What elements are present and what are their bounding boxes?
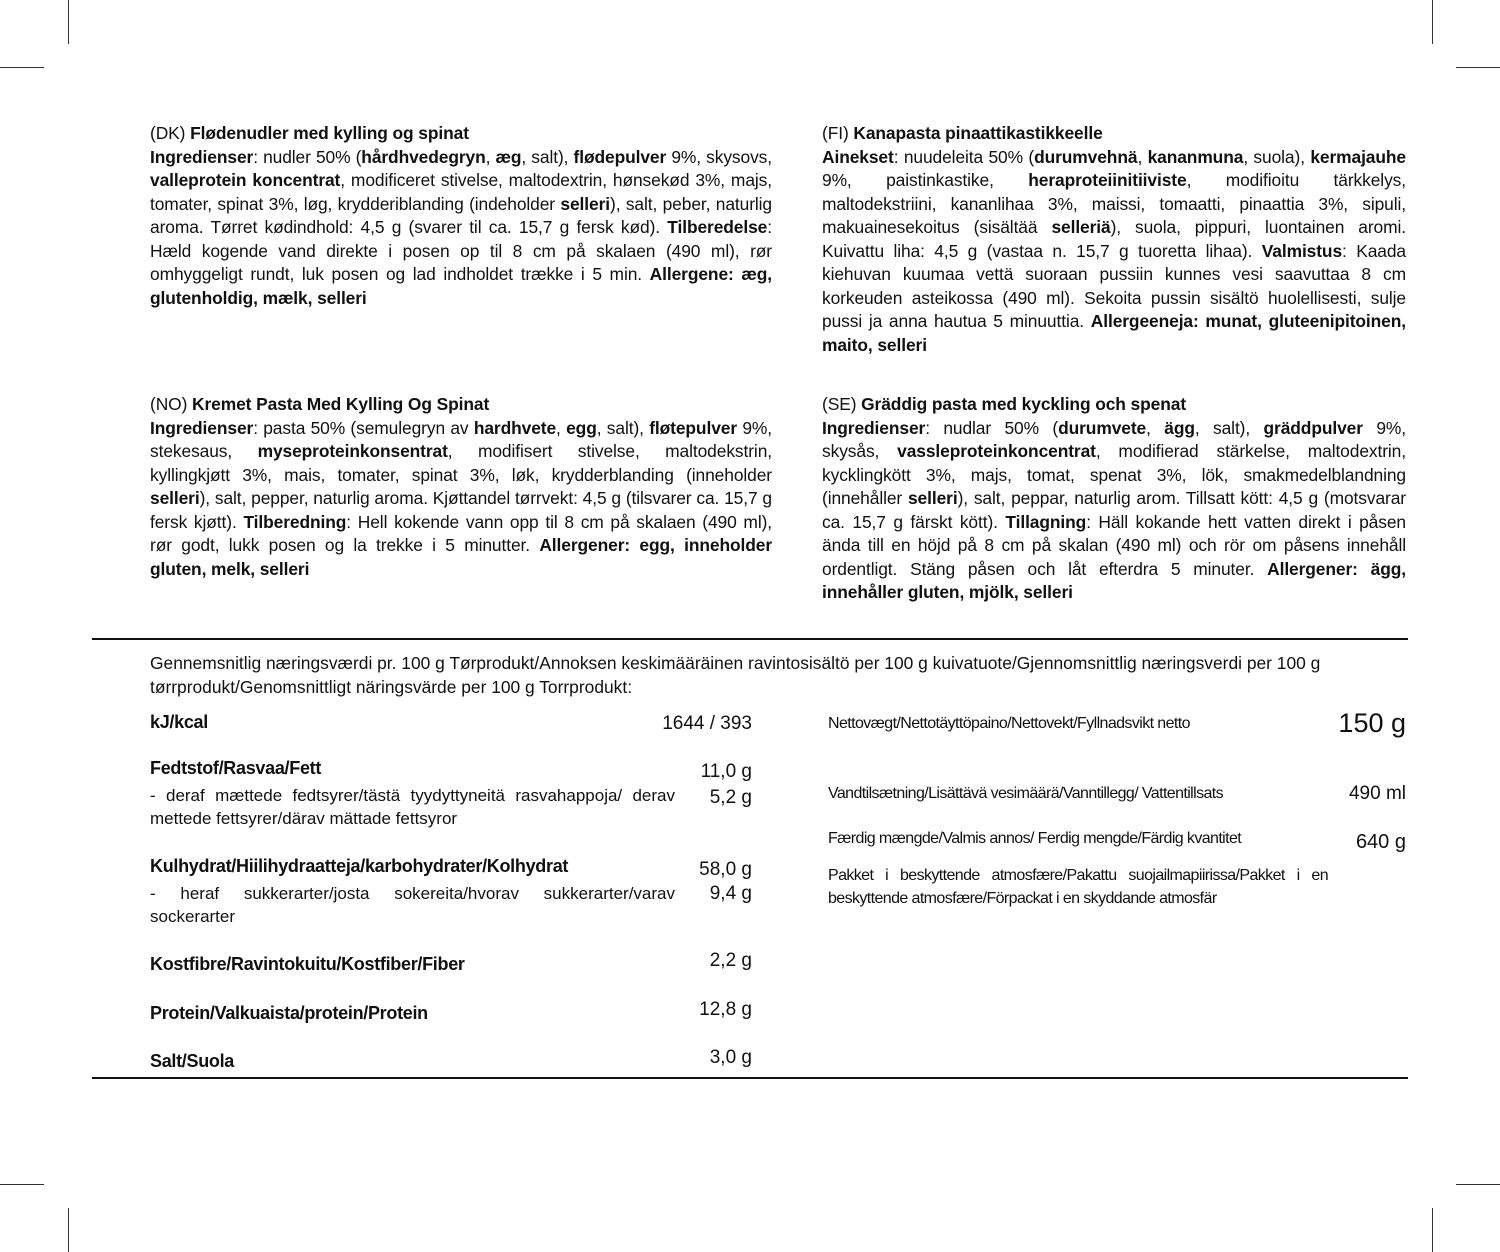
lang-code: (NO) bbox=[150, 394, 188, 414]
ingredients-text: , bbox=[1146, 417, 1165, 438]
preparation-label: Tilberedning bbox=[243, 511, 347, 532]
ingredients-text: : nuudeleita 50% ( bbox=[893, 146, 1035, 167]
crop-mark bbox=[0, 1184, 44, 1185]
water-value: 490 ml bbox=[1348, 783, 1406, 804]
allergen-term: flødepulver bbox=[573, 146, 667, 167]
fibre-value: 2,2 g bbox=[709, 950, 752, 971]
divider-bottom bbox=[92, 1077, 1408, 1079]
ingredients-text: , bbox=[556, 417, 567, 438]
preparation-text: : Kaada kiehuvan kuumaa vettä suoraan pussiin kunnes vesi saavuttaa 8 cm korkeuden asteikossa (490 ml). Sekoita pussin sisältö huolellisesti, sulje pussi ja anna hautua 5 minuuttia. bbox=[822, 240, 1406, 331]
preparation-label: Tilberedelse bbox=[667, 217, 768, 237]
ingredients-text: , modifierad stärkelse, maltodextrin, kycklingkött 3%, majs, tomat, spenat 3%, lök, smakmedelblandning (innehåller bbox=[822, 441, 1406, 508]
allergen-term: selleri bbox=[907, 488, 958, 508]
net-weight-label: Nettovægt/Nettotäyttöpaino/Nettovekt/Fyllnadsvikt netto bbox=[828, 715, 1190, 732]
carbohydrate-value: 58,0 g bbox=[699, 859, 752, 880]
ingredients-label: Ingredienser bbox=[822, 417, 926, 438]
crop-mark bbox=[68, 1208, 69, 1252]
allergens-summary: Allergene: æg, glutenholdig, mælk, selleri bbox=[150, 264, 772, 308]
allergen-term: selleriä bbox=[1051, 217, 1111, 237]
ingredients-text: , bbox=[1137, 146, 1148, 167]
net-weight-value: 150 g bbox=[1338, 708, 1406, 738]
crop-mark bbox=[1432, 1208, 1433, 1252]
crop-mark bbox=[68, 0, 69, 44]
ingredients-text: , suola), bbox=[1243, 146, 1311, 167]
ingredients-block-dk bbox=[150, 122, 772, 310]
allergens-summary: Allergener: ägg, innehåller gluten, mjölk, selleri bbox=[822, 558, 1406, 602]
ready-amount-value: 640 g bbox=[1355, 831, 1406, 853]
crop-mark bbox=[1432, 0, 1433, 44]
fat-label: Fedtstof/Rasvaa/Fett bbox=[150, 758, 322, 778]
ingredients-text: , salt), bbox=[596, 417, 650, 438]
ingredients-text: , modificeret stivelse, maltodextrin, hønsekød 3%, majs, tomater, spinat 3%, løg, krydderiblanding (indeholder bbox=[150, 170, 772, 214]
ingredients-text: : nudler 50% ( bbox=[253, 146, 362, 167]
ingredients-text: : nudlar 50% ( bbox=[925, 417, 1059, 438]
ingredients-block-fi bbox=[822, 122, 1406, 357]
allergen-term: myseproteinkonsentrat bbox=[257, 441, 448, 461]
nutrition-intro: Gennemsnitlig næringsværdi pr. 100 g Tørprodukt/Annoksen keskimääräinen ravintosisältö per 100 g kuivatuote/Gjennomsnittlig næringsverdi per 100 g tørrprodukt/Genomsnittligt näringsvärde per 100 g Torrprodukt: bbox=[150, 653, 1321, 697]
crop-mark bbox=[0, 67, 44, 68]
lang-code: (SE) bbox=[822, 394, 857, 414]
allergen-term: heraproteiinitiiviste bbox=[1028, 170, 1187, 190]
ingredients-text: , modifisert stivelse, maltodekstrin, kyllingkjøtt 3%, mais, tomater, spinat 3%, løk, krydderblanding (inneholder bbox=[150, 441, 772, 485]
preparation-text: : Hell kokende vann opp til 8 cm på skalaen (490 ml), rør godt, lukk posen og la trekke i 5 minutter. bbox=[150, 511, 773, 555]
ingredients-text: , salt), bbox=[1194, 417, 1264, 438]
preparation-label: Valmistus bbox=[1261, 240, 1343, 261]
saturated-fat-value: 5,2 g bbox=[709, 787, 752, 808]
ingredients-text: 9%, stekesaus, bbox=[150, 417, 773, 461]
ingredients-text: 9%, skysovs, bbox=[666, 146, 773, 167]
allergen-term: kananmuna bbox=[1147, 146, 1244, 167]
divider-top bbox=[92, 638, 1408, 640]
allergen-term: gräddpulver bbox=[1263, 417, 1363, 438]
ingredients-text: , modifioitu tärkkelys, maltodekstriini, kananlihaa 3%, maissi, tomaatti, pinaattia 3%, sipuli, makuainesekoitus (sisältää bbox=[822, 170, 1406, 237]
allergen-term: selleri bbox=[150, 488, 200, 508]
preparation-label: Tillagning bbox=[1005, 511, 1087, 532]
allergen-term: vassleproteinkoncentrat bbox=[897, 441, 1096, 461]
allergen-term: valleprotein koncentrat bbox=[150, 170, 341, 190]
crop-mark bbox=[1456, 1184, 1500, 1185]
energy-value: 1644 / 393 bbox=[662, 713, 752, 734]
ingredients-text: ), salt, peppar, naturlig arom. Tillsatt kött: 4,5 g (motsvarar ca. 15,7 g färskt kött). bbox=[822, 488, 1406, 532]
ingredients-label: Ingredienser bbox=[150, 417, 254, 438]
allergen-term: æg bbox=[495, 146, 522, 167]
crop-mark bbox=[1456, 67, 1500, 68]
ingredients-label: Ainekset bbox=[822, 146, 894, 167]
water-label: Vandtilsætning/Lisättävä vesimäärä/Vanntillegg/ Vattentillsats bbox=[828, 785, 1224, 802]
energy-label: kJ/kcal bbox=[150, 712, 208, 732]
allergens-summary: Allergeeneja: munat, gluteenipitoinen, maito, selleri bbox=[822, 311, 1406, 355]
fat-value: 11,0 g bbox=[700, 761, 752, 782]
ingredients-text: , bbox=[485, 146, 496, 167]
ingredients-text: ), salt, peber, naturlig aroma. Tørret kødindhold: 4,5 g (svarer til ca. 15,7 g fersk kød). bbox=[150, 193, 772, 237]
sugars-label: - heraf sukkerarter/josta sokereita/hvorav sukkerarter/varav sockerarter bbox=[150, 884, 675, 926]
allergen-term: hardhvete bbox=[473, 417, 557, 438]
allergen-term: ägg bbox=[1164, 417, 1195, 438]
ready-amount-label: Færdig mængde/Valmis annos/ Ferdig mengde/Färdig kvantitet bbox=[828, 830, 1242, 847]
ingredients-text: 9%, paistinkastike, bbox=[822, 170, 1029, 190]
allergen-term: egg bbox=[566, 417, 597, 438]
protein-value: 12,8 g bbox=[699, 999, 752, 1020]
ingredients-block-se bbox=[822, 393, 1406, 605]
preparation-text: : Häll kokande hett vatten direkt i påsen ända till en höjd på 8 cm på skalan (490 ml) och rör om påsens innehåll ordentligt. Stäng påsen och låt efterdra 5 minuter. bbox=[822, 511, 1406, 579]
ingredients-text: , salt), bbox=[521, 146, 574, 167]
allergen-term: fløtepulver bbox=[649, 417, 738, 438]
fibre-label: Kostfibre/Ravintokuitu/Kostfiber/Fiber bbox=[150, 954, 465, 974]
preparation-text: : Hæld kogende vand direkte i posen op til 8 cm på skalaen (490 ml), rør omhyggeligt rundt, luk posen og lad indholdet trække i 5 min. bbox=[150, 217, 772, 284]
ingredients-text: : pasta 50% (semulegryn av bbox=[253, 417, 474, 438]
ingredients-block-no bbox=[150, 393, 772, 581]
allergen-term: durumvehnä bbox=[1034, 146, 1138, 167]
lang-code: (DK) bbox=[150, 123, 186, 143]
product-title: Gräddig pasta med kyckling och spenat bbox=[861, 394, 1187, 414]
allergen-term: hårdhvedegryn bbox=[361, 146, 486, 167]
product-title: Flødenudler med kylling og spinat bbox=[190, 123, 469, 143]
atmosphere-note: Pakket i beskyttende atmosfære/Pakattu suojailmapiirissa/Pakket i en beskyttende atmosfære/Förpackat i en skyddande atmosfär bbox=[828, 867, 1328, 907]
protein-label: Protein/Valkuaista/protein/Protein bbox=[150, 1003, 428, 1023]
salt-label: Salt/Suola bbox=[150, 1051, 235, 1071]
allergens-summary: Allergener: egg, inneholder gluten, melk, selleri bbox=[150, 535, 772, 579]
allergen-term: selleri bbox=[560, 193, 610, 214]
product-title: Kremet Pasta Med Kylling Og Spinat bbox=[192, 394, 490, 414]
ingredients-text: ), salt, pepper, naturlig aroma. Kjøttandel tørrvekt: 4,5 g (tilsvarer ca. 15,7 g fersk kjøtt). bbox=[150, 488, 772, 532]
carbohydrate-label: Kulhydrat/Hiilihydraatteja/karbohydrater/Kolhydrat bbox=[150, 856, 569, 876]
saturated-fat-label: - deraf mættede fedtsyrer/tästä tyydyttyneitä rasvahappoja/ derav mettede fettsyrer/därav mättade fettsyror bbox=[150, 786, 675, 828]
ingredients-text: ), suola, pippuri, luontainen aromi. Kuivattu liha: 4,5 g (vastaa n. 15,7 g tuoretta lihaa). bbox=[822, 217, 1406, 261]
ingredients-text: 9%, skysås, bbox=[822, 417, 1406, 461]
lang-code: (FI) bbox=[822, 123, 849, 143]
sugars-value: 9,4 g bbox=[709, 883, 752, 904]
product-title: Kanapasta pinaattikastikkeelle bbox=[853, 123, 1103, 143]
ingredients-label: Ingredienser bbox=[150, 146, 254, 167]
salt-value: 3,0 g bbox=[709, 1047, 752, 1068]
allergen-term: kermajauhe bbox=[1310, 146, 1406, 167]
allergen-term: durumvete bbox=[1058, 417, 1147, 438]
